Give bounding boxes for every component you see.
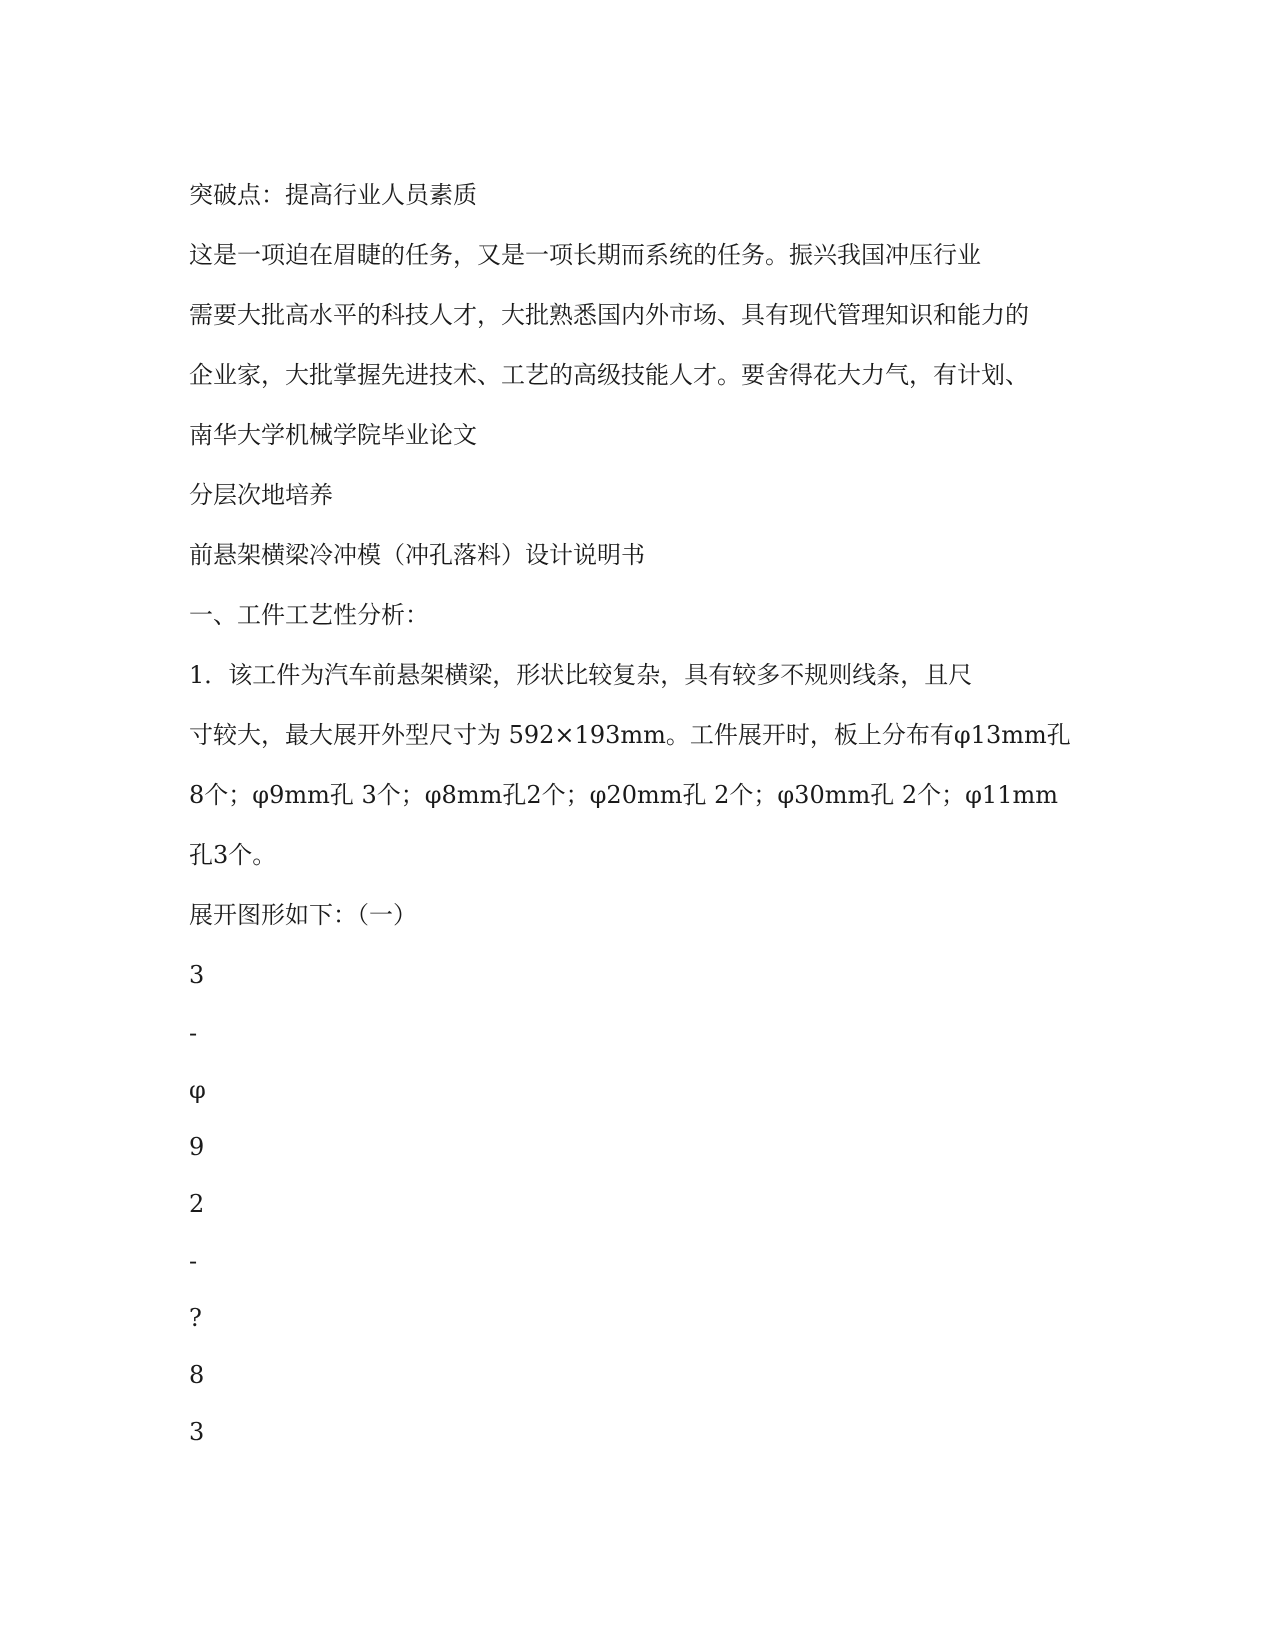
paragraph-line: 这是一项迫在眉睫的任务，又是一项长期而系统的任务。振兴我国冲压行业 xyxy=(189,241,981,269)
paragraph-line: 企业家，大批掌握先进技术、工艺的高级技能人才。要舍得花大力气，有计划、 xyxy=(189,361,1029,389)
figure-fragment: 3 xyxy=(189,1418,205,1446)
figure-fragment: 3 xyxy=(189,961,205,989)
figure-fragment: 8 xyxy=(189,1361,205,1389)
running-header: 南华大学机械学院毕业论文 xyxy=(189,421,477,449)
paragraph-line: 孔3个。 xyxy=(189,841,277,869)
figure-caption: 展开图形如下：（一） xyxy=(189,901,417,929)
figure-fragment: φ xyxy=(189,1076,206,1104)
paragraph-line: 寸较大，最大展开外型尺寸为 592×193mm。工件展开时，板上分布有φ13mm孔 xyxy=(189,721,1071,749)
section-heading: 突破点：提高行业人员素质 xyxy=(189,181,477,209)
figure-fragment: - xyxy=(189,1247,198,1275)
section-heading: 一、工件工艺性分析： xyxy=(189,601,429,629)
figure-fragment: ? xyxy=(189,1304,202,1332)
paragraph-line: 8个；φ9mm孔 3个；φ8mm孔2个；φ20mm孔 2个；φ30mm孔 2个；φ11mm xyxy=(189,781,1058,809)
figure-fragment: - xyxy=(189,1019,198,1047)
document-title: 前悬架横梁冷冲模（冲孔落料）设计说明书 xyxy=(189,541,645,569)
figure-fragment: 2 xyxy=(189,1190,205,1218)
paragraph-line: 分层次地培养 xyxy=(189,481,333,509)
figure-fragment: 9 xyxy=(189,1133,205,1161)
paragraph-line: 1．该工件为汽车前悬架横梁，形状比较复杂，具有较多不规则线条，且尺 xyxy=(189,661,973,689)
paragraph-line: 需要大批高水平的科技人才，大批熟悉国内外市场、具有现代管理知识和能力的 xyxy=(189,301,1029,329)
